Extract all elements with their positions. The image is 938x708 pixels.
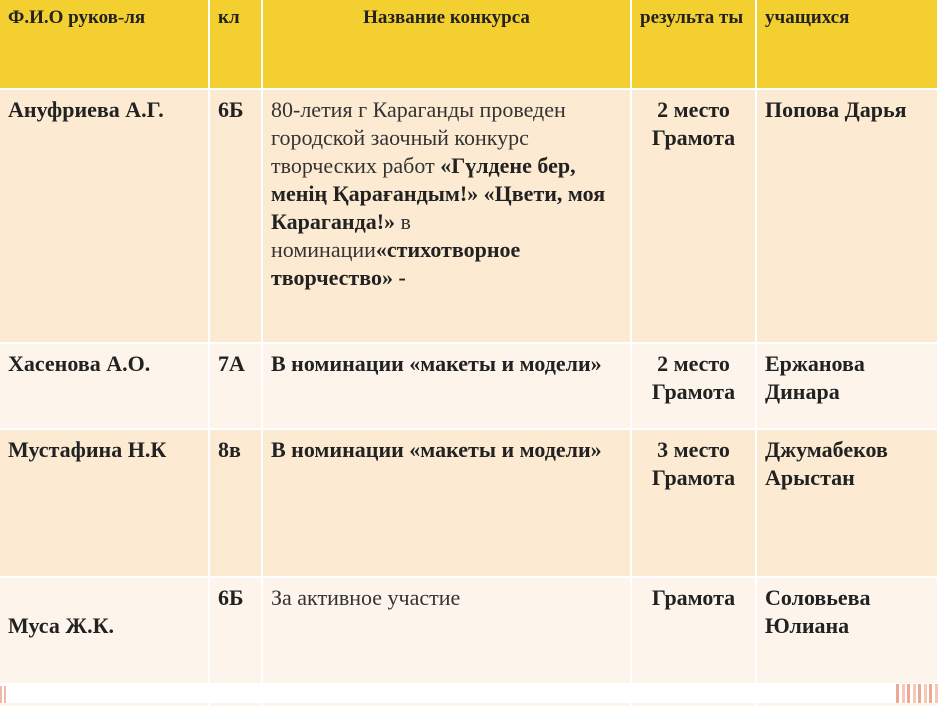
decorative-stripe-right xyxy=(896,684,938,703)
contest-cell: В номинации «макеты и модели» xyxy=(262,429,631,577)
contest-nomination: «стихотворное творчество» - xyxy=(271,237,521,290)
teacher-cell: Хасенова А.О. xyxy=(0,343,209,429)
contest-title: «Гүлдене бер, менің Қарағандым!» «Цвети, моя Караганда!» xyxy=(271,153,606,234)
header-contest: Название конкурса xyxy=(262,0,631,89)
student-cell: Соловьева Юлиана xyxy=(756,577,938,707)
header-grade: кл xyxy=(209,0,262,89)
table-row xyxy=(0,89,938,343)
table-row xyxy=(0,429,938,577)
slide-footer xyxy=(0,683,938,703)
contest-text: в номинации xyxy=(271,209,411,262)
grade-cell: 6Б xyxy=(209,89,262,343)
contest-text: 80-летия г Караганды проведен городской заочный конкурс творческих работ xyxy=(271,97,566,178)
header-result: результа ты xyxy=(631,0,756,89)
teacher-cell: Ануфриева А.Г. xyxy=(0,89,209,343)
table-row xyxy=(0,343,938,429)
header-teacher: Ф.И.О руков-ля xyxy=(0,0,209,89)
header-row xyxy=(0,0,938,89)
grade-cell: 8в xyxy=(209,429,262,577)
result-cell: 2 место Грамота xyxy=(631,89,756,343)
decorative-stripe-left xyxy=(0,686,8,703)
teacher-cell: Муса Ж.К. xyxy=(0,577,209,707)
result-cell: 3 место Грамота xyxy=(631,429,756,577)
result-cell: 2 место Грамота xyxy=(631,343,756,429)
result-cell: Грамота xyxy=(631,577,756,707)
header-student: учащихся xyxy=(756,0,938,89)
grade-cell: 7А xyxy=(209,343,262,429)
teacher-cell: Мустафина Н.К xyxy=(0,429,209,577)
contest-cell: За активное участие xyxy=(262,577,631,707)
contest-cell xyxy=(262,89,631,343)
student-cell: Попова Дарья xyxy=(756,89,938,343)
student-cell: Ержанова Динара xyxy=(756,343,938,429)
contest-cell: В номинации «макеты и модели» xyxy=(262,343,631,429)
student-cell: Джумабеков Арыстан xyxy=(756,429,938,577)
grade-cell: 6Б xyxy=(209,577,262,707)
